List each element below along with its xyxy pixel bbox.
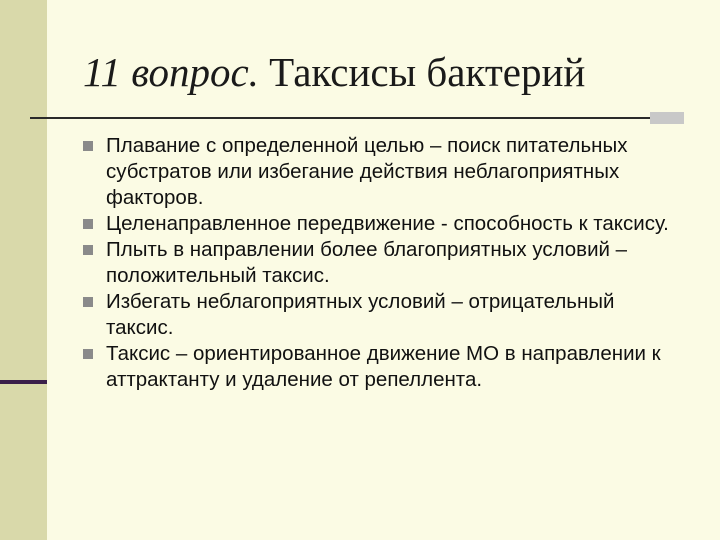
side-accent-bar xyxy=(0,380,47,384)
bullet-text: Таксис – ориентированное движение МО в направлении к аттрактанту и удаление от репеллента. xyxy=(106,342,661,391)
square-bullet-icon xyxy=(83,245,93,255)
square-bullet-icon xyxy=(83,219,93,229)
bullet-text: Избегать неблагоприятных условий – отрицательный таксис. xyxy=(106,290,615,339)
title-underline xyxy=(30,117,650,119)
bullet-text: Плавание с определенной целью – поиск питательных субстратов или избегание действия неблагоприятных факторов. xyxy=(106,134,628,209)
bullet-text: Плыть в направлении более благоприятных условий – положительный таксис. xyxy=(106,238,628,287)
side-band xyxy=(0,0,47,540)
bullet-item xyxy=(80,133,680,211)
slide-title xyxy=(83,44,703,100)
square-bullet-icon xyxy=(83,141,93,151)
title-underline-accent xyxy=(650,112,684,124)
bullet-item xyxy=(80,237,680,289)
bullet-list xyxy=(80,133,680,393)
square-bullet-icon xyxy=(83,349,93,359)
slide-title-number: 11 вопрос. xyxy=(83,49,259,95)
slide-title-text: Таксисы бактерий xyxy=(258,49,586,95)
bullet-item xyxy=(80,289,680,341)
square-bullet-icon xyxy=(83,297,93,307)
bullet-text: Целенаправленное передвижение - способность к таксису. xyxy=(106,212,669,235)
bullet-item xyxy=(80,211,680,237)
bullet-item xyxy=(80,341,680,393)
